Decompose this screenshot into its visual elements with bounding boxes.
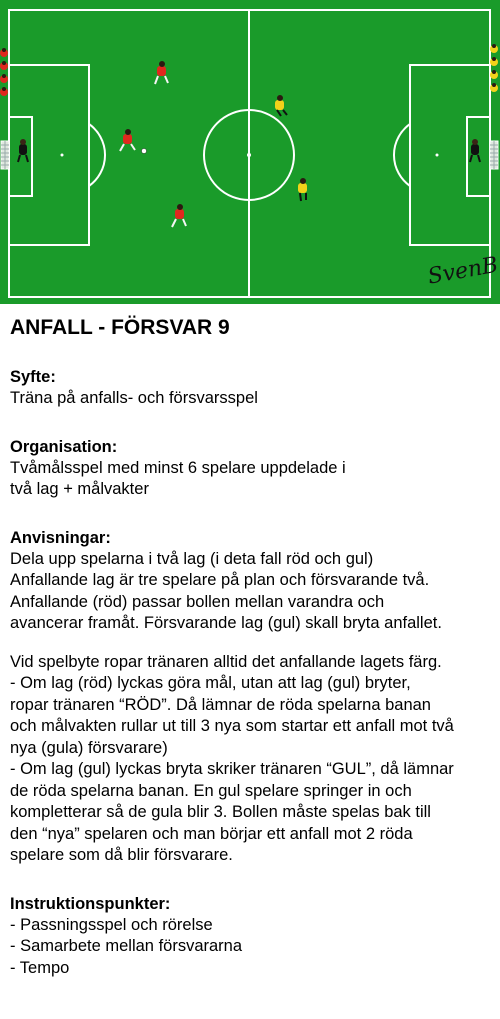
pitch-signature: SvenB — [425, 252, 500, 290]
left-goal — [1, 141, 9, 169]
section-text: ropar tränaren “RÖD”. Då lämnar de röda spelarna banan — [10, 695, 431, 714]
section-anvisningar — [10, 528, 496, 867]
page-title: ANFALL - FÖRSVAR 9 — [10, 316, 230, 339]
bullet-item: - Tempo — [10, 958, 70, 977]
section-text: Vid spelbyte ropar tränaren alltid det anfallande lagets färg. — [10, 652, 442, 671]
section-text: den “nya” spelaren och man börjar ett anfall mot 2 röda — [10, 824, 413, 843]
left-penalty-spot — [61, 154, 64, 157]
section-text: Anfallande lag är tre spelare på plan och försvarande två. — [10, 571, 430, 589]
section-text: Dela upp spelarna i två lag (i deta fall röd och gul) — [10, 549, 374, 568]
section-text: - Om lag (gul) lyckas bryta skriker tränaren “GUL”, då lämnar — [10, 760, 454, 778]
section-text: - Om lag (röd) lyckas göra mål, utan att lag (gul) bryter, — [10, 674, 411, 692]
center-spot — [247, 153, 251, 157]
section-organisation — [10, 437, 496, 501]
bullet-item: - Samarbete mellan försvararna — [10, 937, 243, 955]
section-text: spelare som då blir försvarare. — [10, 846, 233, 864]
section-text: Tvåmålsspel med minst 6 spelare uppdelade i — [10, 458, 346, 477]
section-heading: Instruktionspunkter: — [10, 894, 171, 913]
section-heading: Syfte: — [10, 368, 56, 386]
bullet-item: - Passningsspel och rörelse — [10, 915, 213, 934]
drill-description — [10, 306, 496, 979]
ball — [142, 149, 147, 154]
section-text: de röda spelarna banan. En gul spelare springer in och — [10, 781, 412, 800]
section-text: nya (gula) försvarare) — [10, 738, 168, 757]
football-pitch-diagram — [0, 0, 500, 304]
right-goal — [490, 141, 498, 169]
section-heading: Organisation: — [10, 437, 118, 456]
section-heading: Anvisningar: — [10, 528, 111, 547]
section-text: Anfallande (röd) passar bollen mellan varandra och — [10, 592, 385, 611]
section-instruktionspunkter — [10, 894, 496, 980]
section-syfte — [10, 367, 496, 410]
section-text: och målvakten rullar ut till 3 nya som startar ett anfall mot två — [10, 717, 454, 735]
section-text: två lag + målvakter — [10, 480, 149, 498]
section-text: avancerar framåt. Försvarande lag (gul) skall bryta anfallet. — [10, 614, 442, 632]
section-text: kompletterar så de gula blir 3. Bollen måste spelas bak till — [10, 803, 431, 821]
right-penalty-spot — [436, 154, 439, 157]
section-text: Träna på anfalls- och försvarsspel — [10, 389, 258, 407]
paragraph-gap — [10, 635, 496, 652]
